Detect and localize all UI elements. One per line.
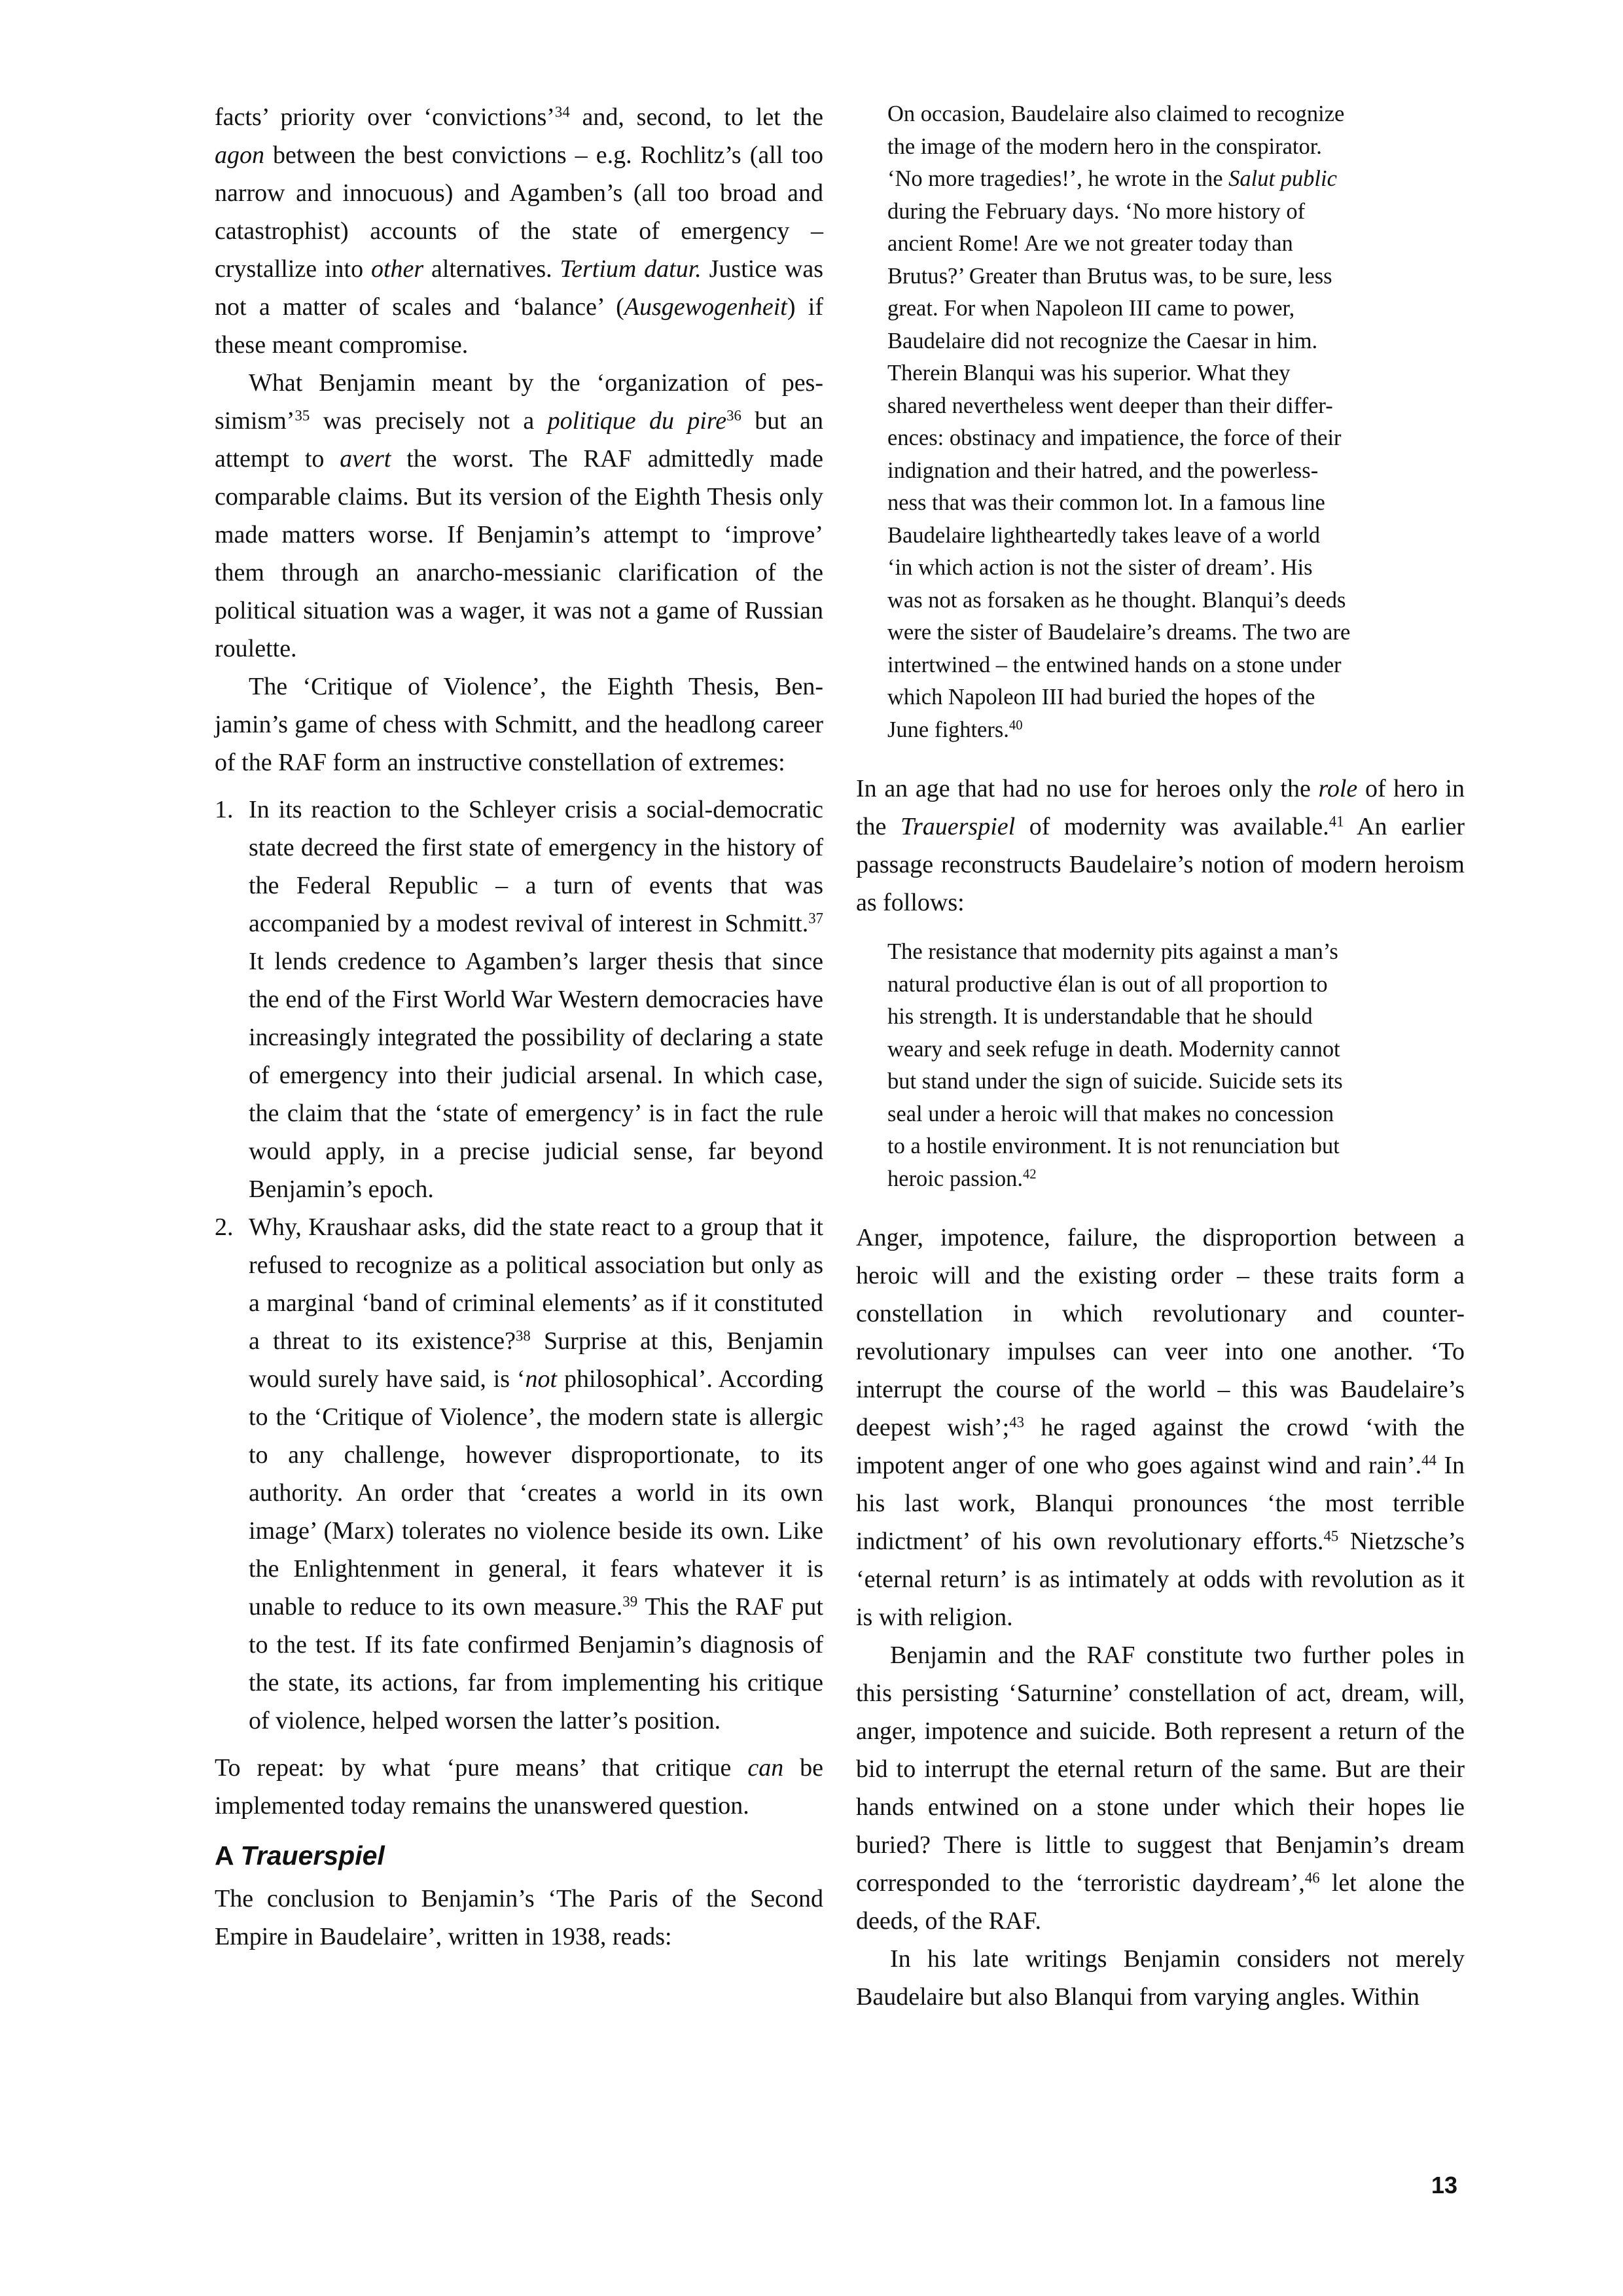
page-number: 13 xyxy=(1431,2172,1457,2198)
list-item-number: 1. xyxy=(215,796,234,823)
list-item xyxy=(215,1208,823,1740)
paragraph: In an age that had no use for heroes only the role of hero in the Trauerspiel of modernity was available.$^{41}$ An earlier passage reconstructs Baudelaire’s notion of modern heroism as follows: xyxy=(856,775,1465,916)
block-quote: On occasion, Baudelaire also claimed to recognize the image of the modern hero in the conspirator. ‘No more tragedies!’, he wrote in the Salut public during the February days. ‘No more history of ancient Rome! Are we not greater today than Brutus?’ Greater than Brutus was, to be sure, less great. For when Napoleon III came to power, Baudelaire did not recognize the Caesar in him. Therein Blanqui was his superior. What they shared nevertheless went deeper than their differ- ences: obstinacy and impatience, the force of their indignation and their hatred, and the powerless- ness that was their common lot. In a famous line Baudelaire lightheartedly takes leave of a world ‘in which action is not the sister of dream’. His was not as forsaken as he thought. Blanqui’s deeds were the sister of Baudelaire’s dreams. The two are intertwined – the entwined hands on a stone under which Napoleon III had buried the hopes of the June fighters.$^{40}$ xyxy=(887,101,1351,742)
paragraph: What Benjamin meant by the ‘organization of pessimism’$^{35}$ was precisely not a politique du pire$^{36}$ but an attempt to avert the worst. The RAF admittedly made comparable claims. But its version of the Eighth Thesis only made matters worse. If Benjamin’s attempt to ‘improve’ them through an anarcho-messianic clarification of the political situation was a wager, it was not a game of Russian roulette. xyxy=(215,369,823,662)
right-column xyxy=(856,98,1465,2016)
section-heading: A Trauerspiel xyxy=(215,1840,385,1871)
list-item-text: Why, Kraushaar asks, did the state react to a group that it refused to recognize as a political association but only as a marginal ‘band of criminal elements’ as if it constituted a threat to its existence?$^{38}$ Surprise at this, Benjamin would surely have said, is ‘not philosophical’. According to the ‘Critique of Violence’, the modern state is allergic to any challenge, however disproportionate, to its authority. An order that ‘creates a world in its own image’ (Marx) tolerates no violence beside its own. Like the Enlightenment in general, it fears whatever it is unable to reduce to its own measure.$^{39}$ This the RAF put to the test. If its fate confirmed Benjamin’s diagnosis of the state, its actions, far from implementing his critique of violence, helped worsen the latter’s position. xyxy=(249,1213,823,1734)
paragraph: To repeat: by what ‘pure means’ that critique can be implemented today remains the unanswered question. xyxy=(215,1754,823,1820)
list-item-number: 2. xyxy=(215,1213,234,1241)
list-item-text: In its reaction to the Schleyer crisis a social-democratic state decreed the first state of emergency in the history of the Federal Republic – a turn of events that was accompanied by a modest revival of interest in Schmitt.$^{37}$ It lends credence to Agamben’s larger thesis that since the end of the First World War Western democracies have increasingly integrated the possibility of declaring a state of emergency into their judicial arsenal. In which case, the claim that the ‘state of emergency’ is in fact the rule would apply, in a precise judicial sense, far beyond Benjamin’s epoch. xyxy=(249,796,823,1203)
block-quote: The resistance that modernity pits against a man’s natural productive élan is out of all proportion to his strength. It is understandable that he should weary and seek refuge in death. Modernity cannot but stand under the sign of suicide. Suicide sets its seal under a heroic will that makes no concession to a hostile environment. It is not renunciation but heroic passion.$^{42}$ xyxy=(887,939,1343,1191)
paragraph: In his late writings Benjamin considers not merely Baudelaire but also Blanqui from varying angles. Within xyxy=(856,1945,1465,2011)
paragraph: facts’ priority over ‘convictions’$^{34}$ and, second, to let the agon between the best convictions – e.g. Rochlitz’s (all too narrow and innocuous) and Agamben’s (all too broad and catastrophist) accounts of the state of emergency – crystallize into other alternatives. Tertium datur. Justice was not a matter of scales and ‘balance’ (Ausgewogenheit) if these meant compromise. xyxy=(215,103,823,359)
numbered-list xyxy=(215,791,823,1740)
list-item xyxy=(215,791,823,1208)
left-column xyxy=(215,98,823,1956)
paragraph: The conclusion to Benjamin’s ‘The Paris of the Second Empire in Baudelaire’, written in 1938, reads: xyxy=(215,1885,823,1950)
paragraph: Anger, impotence, failure, the disproportion between a heroic will and the existing order – these traits form a constellation in which revolutionary and counter-revolutionary impulses can veer into one another. ‘To interrupt the course of the world – this was Baudelaire’s deepest wish’;$^{43}$ he raged against the crowd ‘with the impotent anger of one who goes against wind and rain’.$^{44}$ In his last work, Blanqui pronounces ‘the most terrible indictment’ of his own revolutionary efforts.$^{45}$ Nietzsche’s ‘eternal return’ is as intimately at odds with revolution as it is with religion. xyxy=(856,1224,1465,1631)
paragraph: The ‘Critique of Violence’, the Eighth Thesis, Benjamin’s game of chess with Schmitt, and the headlong career of the RAF form an instructive constellation of extremes: xyxy=(215,673,823,776)
paragraph: Benjamin and the RAF constitute two further poles in this persisting ‘Saturnine’ constellation of act, dream, will, anger, impotence and suicide. Both represent a return of the bid to interrupt the eternal return of the same. But are their hands entwined on a stone under which their hopes lie buried? There is little to suggest that Benjamin’s dream corresponded to the ‘terroristic daydream’,$^{46}$ let alone the deeds, of the RAF. xyxy=(856,1641,1465,1935)
